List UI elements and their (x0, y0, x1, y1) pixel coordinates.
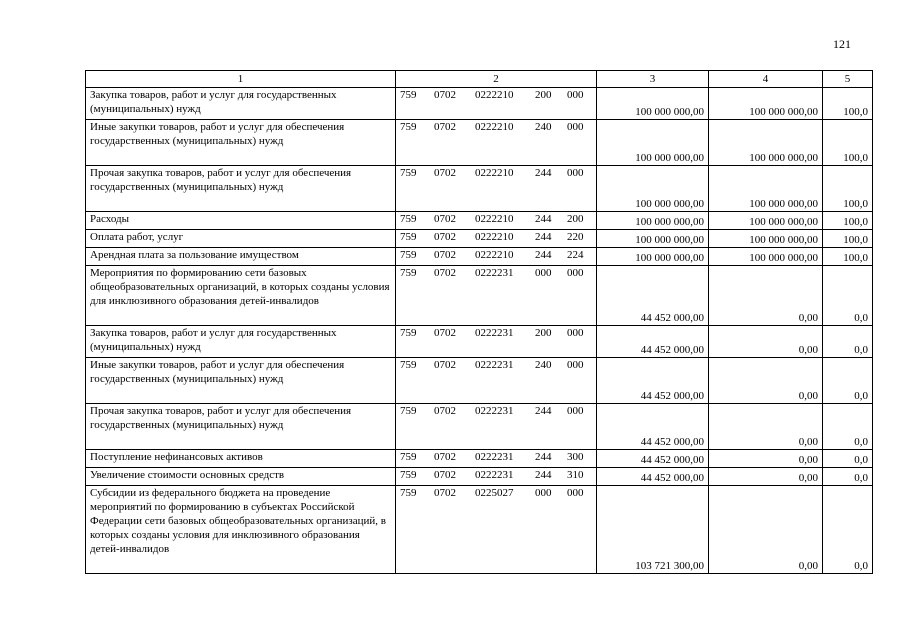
row-name: Иные закупки товаров, работ и услуг для обеспечения государственных (муниципальных) нужд (86, 358, 396, 404)
row-col3-amount: 44 452 000,00 (597, 468, 709, 486)
target-code: 0222231 (475, 359, 514, 371)
section-code: 0702 (434, 267, 456, 279)
table-row (86, 468, 873, 486)
row-name: Прочая закупка товаров, работ и услуг для обеспечения государственных (муниципальных) нужд (86, 404, 396, 450)
row-col4-amount: 0,00 (709, 486, 823, 574)
row-col3-amount: 100 000 000,00 (597, 166, 709, 212)
expense-type-code: 244 (535, 469, 552, 481)
admin-code: 759 (400, 89, 417, 101)
row-name: Прочая закупка товаров, работ и услуг для обеспечения государственных (муниципальных) нужд (86, 166, 396, 212)
expense-type-code: 244 (535, 213, 552, 225)
page-number: 121 (833, 37, 851, 51)
row-codes (396, 326, 597, 358)
section-code: 0702 (434, 487, 456, 499)
target-code: 0222231 (475, 267, 514, 279)
kosgu-code: 000 (567, 89, 584, 101)
admin-code: 759 (400, 469, 417, 481)
admin-code: 759 (400, 121, 417, 133)
table-row (86, 404, 873, 450)
row-col5-percent: 0,0 (823, 450, 873, 468)
row-codes (396, 248, 597, 266)
row-col5-percent: 100,0 (823, 212, 873, 230)
row-codes (396, 468, 597, 486)
expense-type-code: 200 (535, 327, 552, 339)
section-code: 0702 (434, 167, 456, 179)
row-name: Расходы (86, 212, 396, 230)
kosgu-code: 000 (567, 405, 584, 417)
header-col-1: 1 (86, 71, 396, 88)
row-col3-amount: 100 000 000,00 (597, 120, 709, 166)
expense-type-code: 244 (535, 167, 552, 179)
row-name: Мероприятия по формированию сети базовых общеобразовательных организаций, в которых созданы условия для инклюзивного образования детей-инвалидов (86, 266, 396, 326)
table-row (86, 266, 873, 326)
table-row (86, 230, 873, 248)
row-col4-amount: 100 000 000,00 (709, 248, 823, 266)
row-name: Закупка товаров, работ и услуг для государственных (муниципальных) нужд (86, 326, 396, 358)
row-name: Оплата работ, услуг (86, 230, 396, 248)
row-col4-amount: 0,00 (709, 468, 823, 486)
header-col-5: 5 (823, 71, 873, 88)
section-code: 0702 (434, 405, 456, 417)
row-col3-amount: 100 000 000,00 (597, 230, 709, 248)
section-code: 0702 (434, 121, 456, 133)
row-col4-amount: 0,00 (709, 266, 823, 326)
admin-code: 759 (400, 231, 417, 243)
row-col5-percent: 0,0 (823, 326, 873, 358)
table-row (86, 326, 873, 358)
table-row (86, 486, 873, 574)
target-code: 0222231 (475, 327, 514, 339)
row-col5-percent: 0,0 (823, 358, 873, 404)
kosgu-code: 300 (567, 451, 584, 463)
admin-code: 759 (400, 249, 417, 261)
kosgu-code: 000 (567, 167, 584, 179)
row-col4-amount: 100 000 000,00 (709, 212, 823, 230)
row-col5-percent: 100,0 (823, 248, 873, 266)
section-code: 0702 (434, 469, 456, 481)
kosgu-code: 200 (567, 213, 584, 225)
row-codes (396, 450, 597, 468)
row-col5-percent: 100,0 (823, 166, 873, 212)
expense-type-code: 244 (535, 249, 552, 261)
row-codes (396, 120, 597, 166)
kosgu-code: 000 (567, 121, 584, 133)
row-col3-amount: 44 452 000,00 (597, 358, 709, 404)
section-code: 0702 (434, 327, 456, 339)
row-name: Увеличение стоимости основных средств (86, 468, 396, 486)
section-code: 0702 (434, 231, 456, 243)
row-col5-percent: 0,0 (823, 404, 873, 450)
section-code: 0702 (434, 89, 456, 101)
header-col-4: 4 (709, 71, 823, 88)
row-name: Субсидии из федерального бюджета на проведение мероприятий по формированию в субъектах Российской Федерации сети базовых общеобразовательных организаций, в которых созданы условия для инклюзивного образования детей-инвалидов (86, 486, 396, 574)
row-codes (396, 404, 597, 450)
header-row (86, 71, 873, 88)
kosgu-code: 000 (567, 327, 584, 339)
row-col3-amount: 100 000 000,00 (597, 88, 709, 120)
expense-type-code: 000 (535, 487, 552, 499)
admin-code: 759 (400, 487, 417, 499)
table-row (86, 358, 873, 404)
admin-code: 759 (400, 213, 417, 225)
row-codes (396, 266, 597, 326)
kosgu-code: 000 (567, 359, 584, 371)
admin-code: 759 (400, 451, 417, 463)
section-code: 0702 (434, 451, 456, 463)
header-col-3: 3 (597, 71, 709, 88)
row-col5-percent: 100,0 (823, 230, 873, 248)
row-codes (396, 486, 597, 574)
row-col5-percent: 0,0 (823, 266, 873, 326)
target-code: 0222231 (475, 405, 514, 417)
table-body (86, 88, 873, 574)
row-col3-amount: 44 452 000,00 (597, 326, 709, 358)
table-row (86, 120, 873, 166)
kosgu-code: 310 (567, 469, 584, 481)
row-codes (396, 358, 597, 404)
row-col4-amount: 100 000 000,00 (709, 230, 823, 248)
row-col5-percent: 100,0 (823, 88, 873, 120)
section-code: 0702 (434, 249, 456, 261)
expense-type-code: 244 (535, 451, 552, 463)
row-col3-amount: 100 000 000,00 (597, 248, 709, 266)
row-col4-amount: 0,00 (709, 326, 823, 358)
row-col3-amount: 44 452 000,00 (597, 450, 709, 468)
expense-type-code: 200 (535, 89, 552, 101)
row-col4-amount: 100 000 000,00 (709, 120, 823, 166)
budget-table (85, 70, 873, 574)
row-name: Арендная плата за пользование имуществом (86, 248, 396, 266)
row-col4-amount: 0,00 (709, 404, 823, 450)
admin-code: 759 (400, 167, 417, 179)
expense-type-code: 000 (535, 267, 552, 279)
table-row (86, 166, 873, 212)
row-codes (396, 230, 597, 248)
row-col5-percent: 0,0 (823, 468, 873, 486)
row-name: Иные закупки товаров, работ и услуг для обеспечения государственных (муниципальных) нужд (86, 120, 396, 166)
row-col4-amount: 0,00 (709, 450, 823, 468)
expense-type-code: 240 (535, 121, 552, 133)
table-row (86, 248, 873, 266)
kosgu-code: 220 (567, 231, 584, 243)
row-codes (396, 212, 597, 230)
row-col3-amount: 44 452 000,00 (597, 404, 709, 450)
row-col3-amount: 103 721 300,00 (597, 486, 709, 574)
target-code: 0222210 (475, 231, 514, 243)
kosgu-code: 000 (567, 267, 584, 279)
target-code: 0222231 (475, 451, 514, 463)
admin-code: 759 (400, 267, 417, 279)
target-code: 0225027 (475, 487, 514, 499)
target-code: 0222210 (475, 167, 514, 179)
row-col4-amount: 0,00 (709, 358, 823, 404)
section-code: 0702 (434, 359, 456, 371)
row-name: Закупка товаров, работ и услуг для государственных (муниципальных) нужд (86, 88, 396, 120)
row-col4-amount: 100 000 000,00 (709, 88, 823, 120)
admin-code: 759 (400, 405, 417, 417)
target-code: 0222210 (475, 213, 514, 225)
row-codes (396, 88, 597, 120)
admin-code: 759 (400, 359, 417, 371)
target-code: 0222210 (475, 121, 514, 133)
row-col3-amount: 100 000 000,00 (597, 212, 709, 230)
table-row (86, 450, 873, 468)
row-col5-percent: 0,0 (823, 486, 873, 574)
row-codes (396, 166, 597, 212)
table-row (86, 88, 873, 120)
target-code: 0222231 (475, 469, 514, 481)
table-row (86, 212, 873, 230)
header-col-2: 2 (396, 71, 597, 88)
section-code: 0702 (434, 213, 456, 225)
admin-code: 759 (400, 327, 417, 339)
row-col5-percent: 100,0 (823, 120, 873, 166)
expense-type-code: 244 (535, 231, 552, 243)
expense-type-code: 244 (535, 405, 552, 417)
target-code: 0222210 (475, 89, 514, 101)
row-col4-amount: 100 000 000,00 (709, 166, 823, 212)
expense-type-code: 240 (535, 359, 552, 371)
kosgu-code: 224 (567, 249, 584, 261)
kosgu-code: 000 (567, 487, 584, 499)
row-col3-amount: 44 452 000,00 (597, 266, 709, 326)
row-name: Поступление нефинансовых активов (86, 450, 396, 468)
target-code: 0222210 (475, 249, 514, 261)
